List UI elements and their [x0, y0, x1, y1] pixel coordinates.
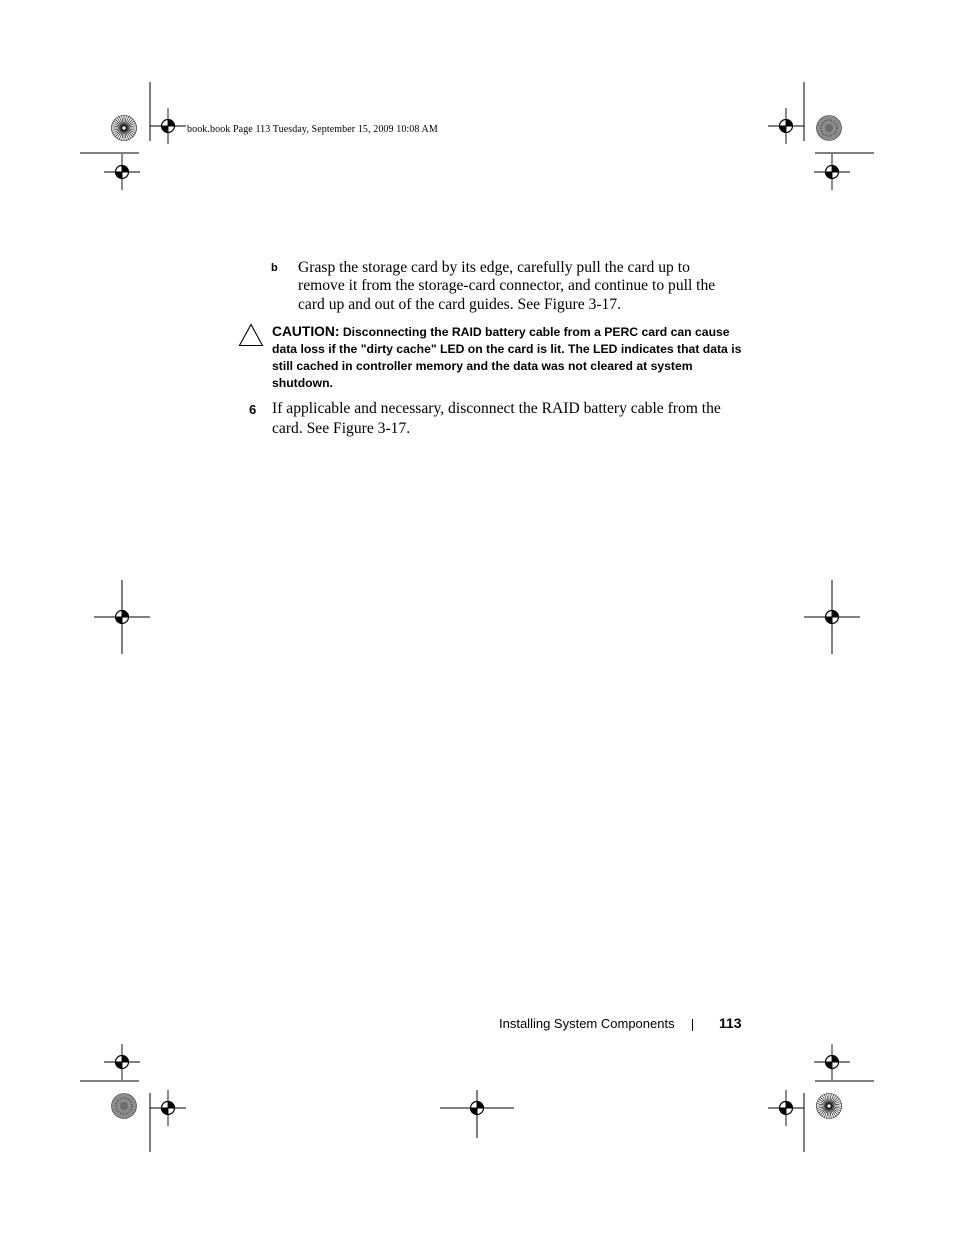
- registration-crosshair-icon: [104, 154, 140, 190]
- registration-crosshair-icon: [814, 154, 850, 190]
- registration-starburst-icon: [817, 1094, 842, 1119]
- step-b-marker: b: [271, 262, 278, 274]
- step-6-marker: 6: [249, 402, 257, 417]
- caution-note: [272, 323, 742, 392]
- footer-divider: [692, 1019, 693, 1031]
- registration-gray-disc-icon: [817, 116, 842, 141]
- step-b-text: Grasp the storage card by its edge, carefully pull the card up to remove it from the storage-card connector, and continue to pull the card up and out of the card guides. See Figure 3-17.: [298, 259, 716, 313]
- registration-crosshair-icon: [768, 108, 804, 144]
- registration-crosshair-icon: [150, 1090, 186, 1126]
- registration-gray-disc-icon: [112, 1094, 137, 1119]
- print-stamp: book.book Page 113 Tuesday, September 15, 2009 10:08 AM: [187, 124, 438, 135]
- caution-label: CAUTION:: [272, 324, 340, 339]
- registration-starburst-icon: [112, 116, 137, 141]
- caution-text: Disconnecting the RAID battery cable from a PERC card can cause data loss if the "dirty cache" LED on the card is lit. The LED indicates that data is still cached in controller memory and the data was not cleared at system shutdown.: [272, 325, 742, 390]
- registration-crosshair-icon: [768, 1090, 804, 1126]
- step-6-text: If applicable and necessary, disconnect the RAID battery cable from the card. See Figure 3-17.: [272, 400, 721, 437]
- caution-triangle-icon: [238, 323, 264, 347]
- registration-crosshair-icon: [150, 108, 186, 144]
- page-number: 113: [719, 1015, 742, 1031]
- footer-section-title: Installing System Components: [499, 1016, 675, 1031]
- registration-crosshair-icon: [104, 1044, 140, 1080]
- registration-crosshair-icon: [814, 1044, 850, 1080]
